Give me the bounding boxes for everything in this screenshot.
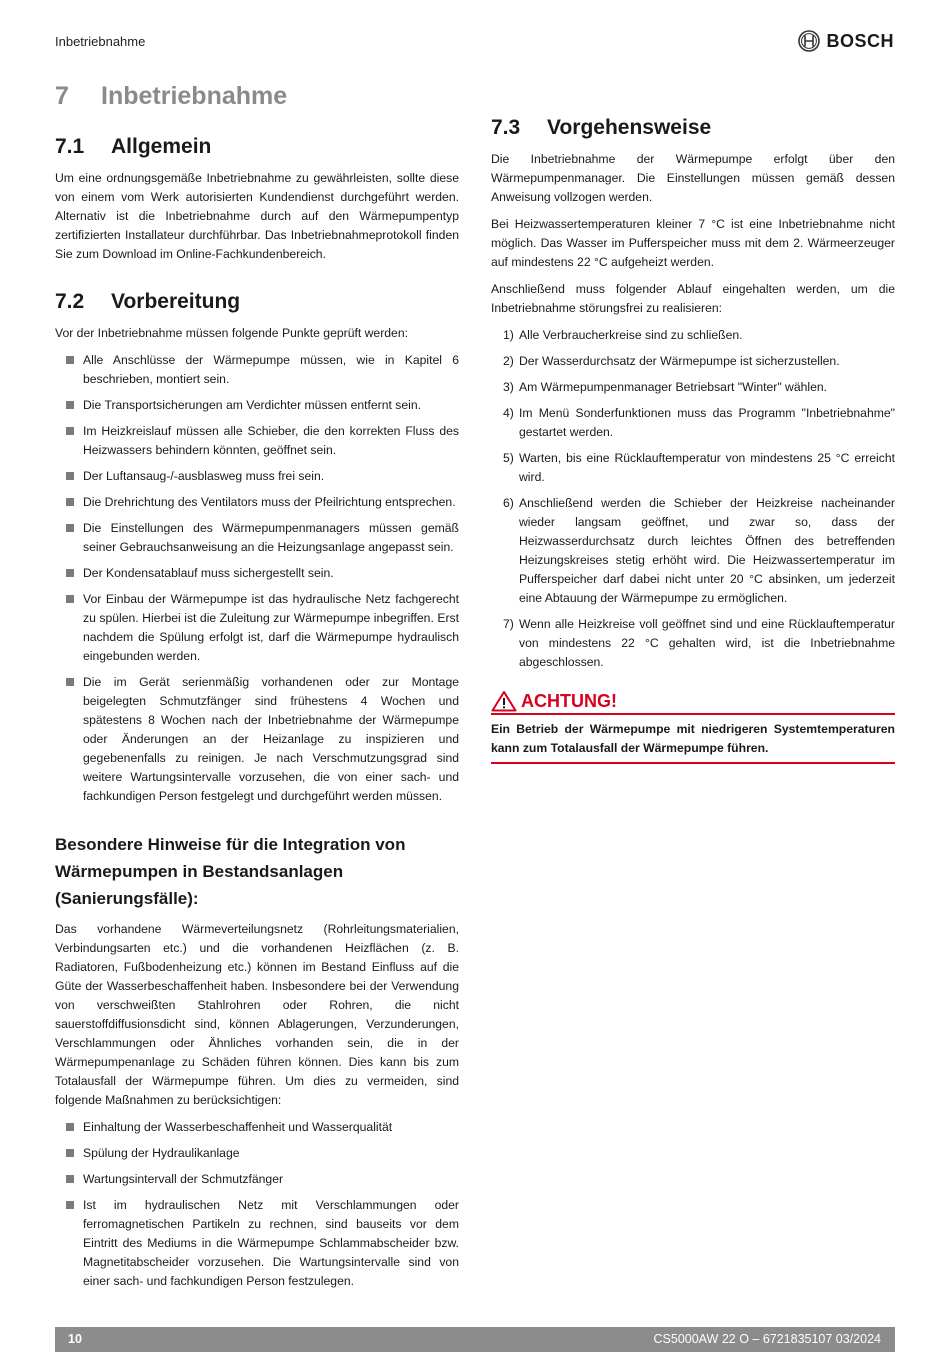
special-notes-body: Das vorhandene Wärmeverteilungsnetz (Rohrleitungsmaterialien, Verbindungsarten etc.) und die vorhandenen Heizflächen (z. B. Radiatoren, Fußbodenheizung etc.) können im Bestand Einfluss auf die Güte der Wasserbeschaffenheit haben. Insbesondere bei der Verwendung von verschweißten Stahlrohren oder Rohren, die nicht sauerstoffdiffusionsdicht sind, können Ablagerungen, Verzunderungen, Verschlammungen oder Ähnliches vorhanden sein, die in der Wärmepumpenanlage zu Schäden führen können. Dies kann bis zum Totalausfall der Wärmepumpe führen. Um dies zu vermeiden, sind folgende Maßnahmen zu berücksichtigen: [55,922,459,1107]
chapter-number: 7 [55,82,69,110]
warning-text: Ein Betrieb der Wärmepumpe mit niedrigeren Systemtemperaturen kann zum Totalausfall der Wärmepumpe führen. [491,720,895,764]
list-item: Vor Einbau der Wärmepumpe ist das hydraulische Netz fachgerecht zu spülen. Hierbei ist die Zuleitung zur Wärmepumpe inbegriffen. Erst nachdem die Spülung erfolgt ist, darf die Wärmepumpe hydraulisch eingebunden werden. [55,590,459,666]
special-measures-list [55,1118,459,1291]
chapter-name: Inbetriebnahme [101,82,288,110]
section-7-3-p1: Die Inbetriebnahme der Wärmepumpe erfolgt über den Wärmepumpenmanager. Die Einstellungen müssen gemäß dessen Anweisung vollzogen werden. [491,152,895,204]
list-item: Alle Anschlüsse der Wärmepumpe müssen, wie in Kapitel 6 beschrieben, montiert sein. [55,351,459,389]
square-bullet-icon [66,472,74,480]
warning-triangle-icon [491,690,517,712]
section-7-3-p3: Anschließend muss folgender Ablauf eingehalten werden, um die Inbetriebnahme störungsfrei zu realisieren: [491,282,895,315]
section-7-1-heading [55,135,459,159]
list-item: Die Drehrichtung des Ventilators muss der Pfeilrichtung entsprechen. [55,493,459,512]
document-id: CS5000AW 22 O – 6721835107 03/2024 [653,1332,881,1346]
section-7-1-body: Um eine ordnungsgemäße Inbetriebnahme zu gewährleisten, sollte diese von einem vom Werk autorisierten Kundendienst durchgeführt werden. Alternativ ist die Inbetriebnahme durch auf den Wärmepumpentyp zertifizierten Installateur durchführbar. Das Inbetriebnahmeprotokoll finden Sie zum Download im Online-Fachkundenbereich. [55,171,459,261]
list-item: Wartungsintervall der Schmutzfänger [55,1170,459,1189]
square-bullet-icon [66,524,74,532]
section-number: 7.2 [55,290,85,313]
preparation-checklist [55,351,459,806]
list-item: Der Kondensatablauf muss sichergestellt sein. [55,564,459,583]
square-bullet-icon [66,1149,74,1157]
section-title: Allgemein [111,135,212,158]
list-item: Einhaltung der Wasserbeschaffenheit und Wasserqualität [55,1118,459,1137]
page-footer [55,1327,895,1352]
list-item: Im Heizkreislauf müssen alle Schieber, die den korrekten Fluss des Heizwassers behindern könnten, geöffnet sein. [55,422,459,460]
list-item: Die Einstellungen des Wärmepumpenmanagers müssen gemäß seiner Gebrauchsanweisung an die Heizungsanlage angepasst sein. [55,519,459,557]
list-item: 7) Wenn alle Heizkreise voll geöffnet sind und eine Rücklauftemperatur von mindestens 22 °C gehalten wird, ist die Inbetriebnahme abgeschlossen. [503,617,895,669]
list-item: Spülung der Hydraulikanlage [55,1144,459,1163]
section-7-2-intro: Vor der Inbetriebnahme müssen folgende Punkte geprüft werden: [55,326,408,340]
square-bullet-icon [66,595,74,603]
running-header: Inbetriebnahme [55,34,146,49]
section-7-2-heading [55,290,459,314]
square-bullet-icon [66,1123,74,1131]
list-item: 4) Im Menü Sonderfunktionen muss das Programm "Inbetriebnahme" gestartet werden. [503,406,895,439]
right-column [491,116,895,764]
list-item: Die im Gerät serienmäßig vorhandenen oder zur Montage beigelegten Schmutzfänger sind frühestens 4 Wochen und spätestens 8 Wochen nach der Inbetriebnahme der Wärmepumpe oder Änderungen an der Heizanlage zu inspizieren und gegebenenfalls zu reinigen. Je nach Verschmutzungsgrad sind weitere Wartungsintervalle vorzusehen, die von einer sach- und fachkundigen Person festgelegt und durchgeführt werden müssen. [55,673,459,806]
page-number: 10 [68,1332,82,1346]
section-number: 7.3 [491,116,521,139]
square-bullet-icon [66,1201,74,1209]
square-bullet-icon [66,678,74,686]
list-item: Ist im hydraulischen Netz mit Verschlammungen oder ferromagnetischen Partikeln zu rechnen, sind bauseits vor dem Eintritt des Mediums in die Wärmepumpe Schlammabscheider bzw. Magnetitabscheider vorzusehen. Die Wartungsintervalle sind von einer sach- und fachkundigen Person festzulegen. [55,1196,459,1291]
square-bullet-icon [66,356,74,364]
list-item: 2) Der Wasserdurchsatz der Wärmepumpe ist sicherzustellen. [503,354,840,368]
procedure-steps [491,326,895,672]
section-number: 7.1 [55,135,85,158]
square-bullet-icon [66,427,74,435]
chapter-title [55,82,287,111]
square-bullet-icon [66,1175,74,1183]
list-item: Die Transportsicherungen am Verdichter müssen entfernt sein. [55,396,459,415]
square-bullet-icon [66,401,74,409]
list-item: 6) Anschließend werden die Schieber der Heizkreise nacheinander wieder langsam geöffnet, und zwar so, dass der Heizwasserdurchsatz durch leichtes Öffnen des betreffenden Heizungskreises stetig erhöht wird. Die Heizwassertemperatur im Pufferspeicher darf dabei nicht unter 20 °C absinken, um jederzeit eine Abtauung der Wärmepumpe zu ermöglichen. [503,496,895,605]
warning-title: ACHTUNG! [521,690,617,711]
bosch-armature-icon [798,30,820,52]
list-item: 3) Am Wärmepumpenmanager Betriebsart "Winter" wählen. [503,380,828,394]
section-7-3-p2: Bei Heizwassertemperaturen kleiner 7 °C ist eine Inbetriebnahme nicht möglich. Das Wasser im Pufferspeicher muss mit dem 2. Wärmeerzeuger auf mindestens 22 °C aufgeheizt werden. [491,217,895,269]
square-bullet-icon [66,498,74,506]
list-item: 5) Warten, bis eine Rücklauftemperatur von mindestens 25 °C erreicht wird. [503,451,895,484]
list-item: Der Luftansaug-/-ausblasweg muss frei sein. [55,467,459,486]
brand-logo [798,30,894,52]
list-item: 1) Alle Verbraucherkreise sind zu schließen. [503,328,743,342]
brand-name: BOSCH [826,30,894,51]
section-7-3-heading [491,116,895,140]
square-bullet-icon [66,569,74,577]
warning-box [491,690,895,764]
special-notes-heading: Besondere Hinweise für die Integration von Wärmepumpen in Bestandsanlagen (Sanierungsfälle): [55,835,406,908]
section-title: Vorbereitung [111,290,241,313]
warning-header [491,690,895,715]
section-title: Vorgehensweise [547,116,712,139]
left-column [55,135,459,1298]
